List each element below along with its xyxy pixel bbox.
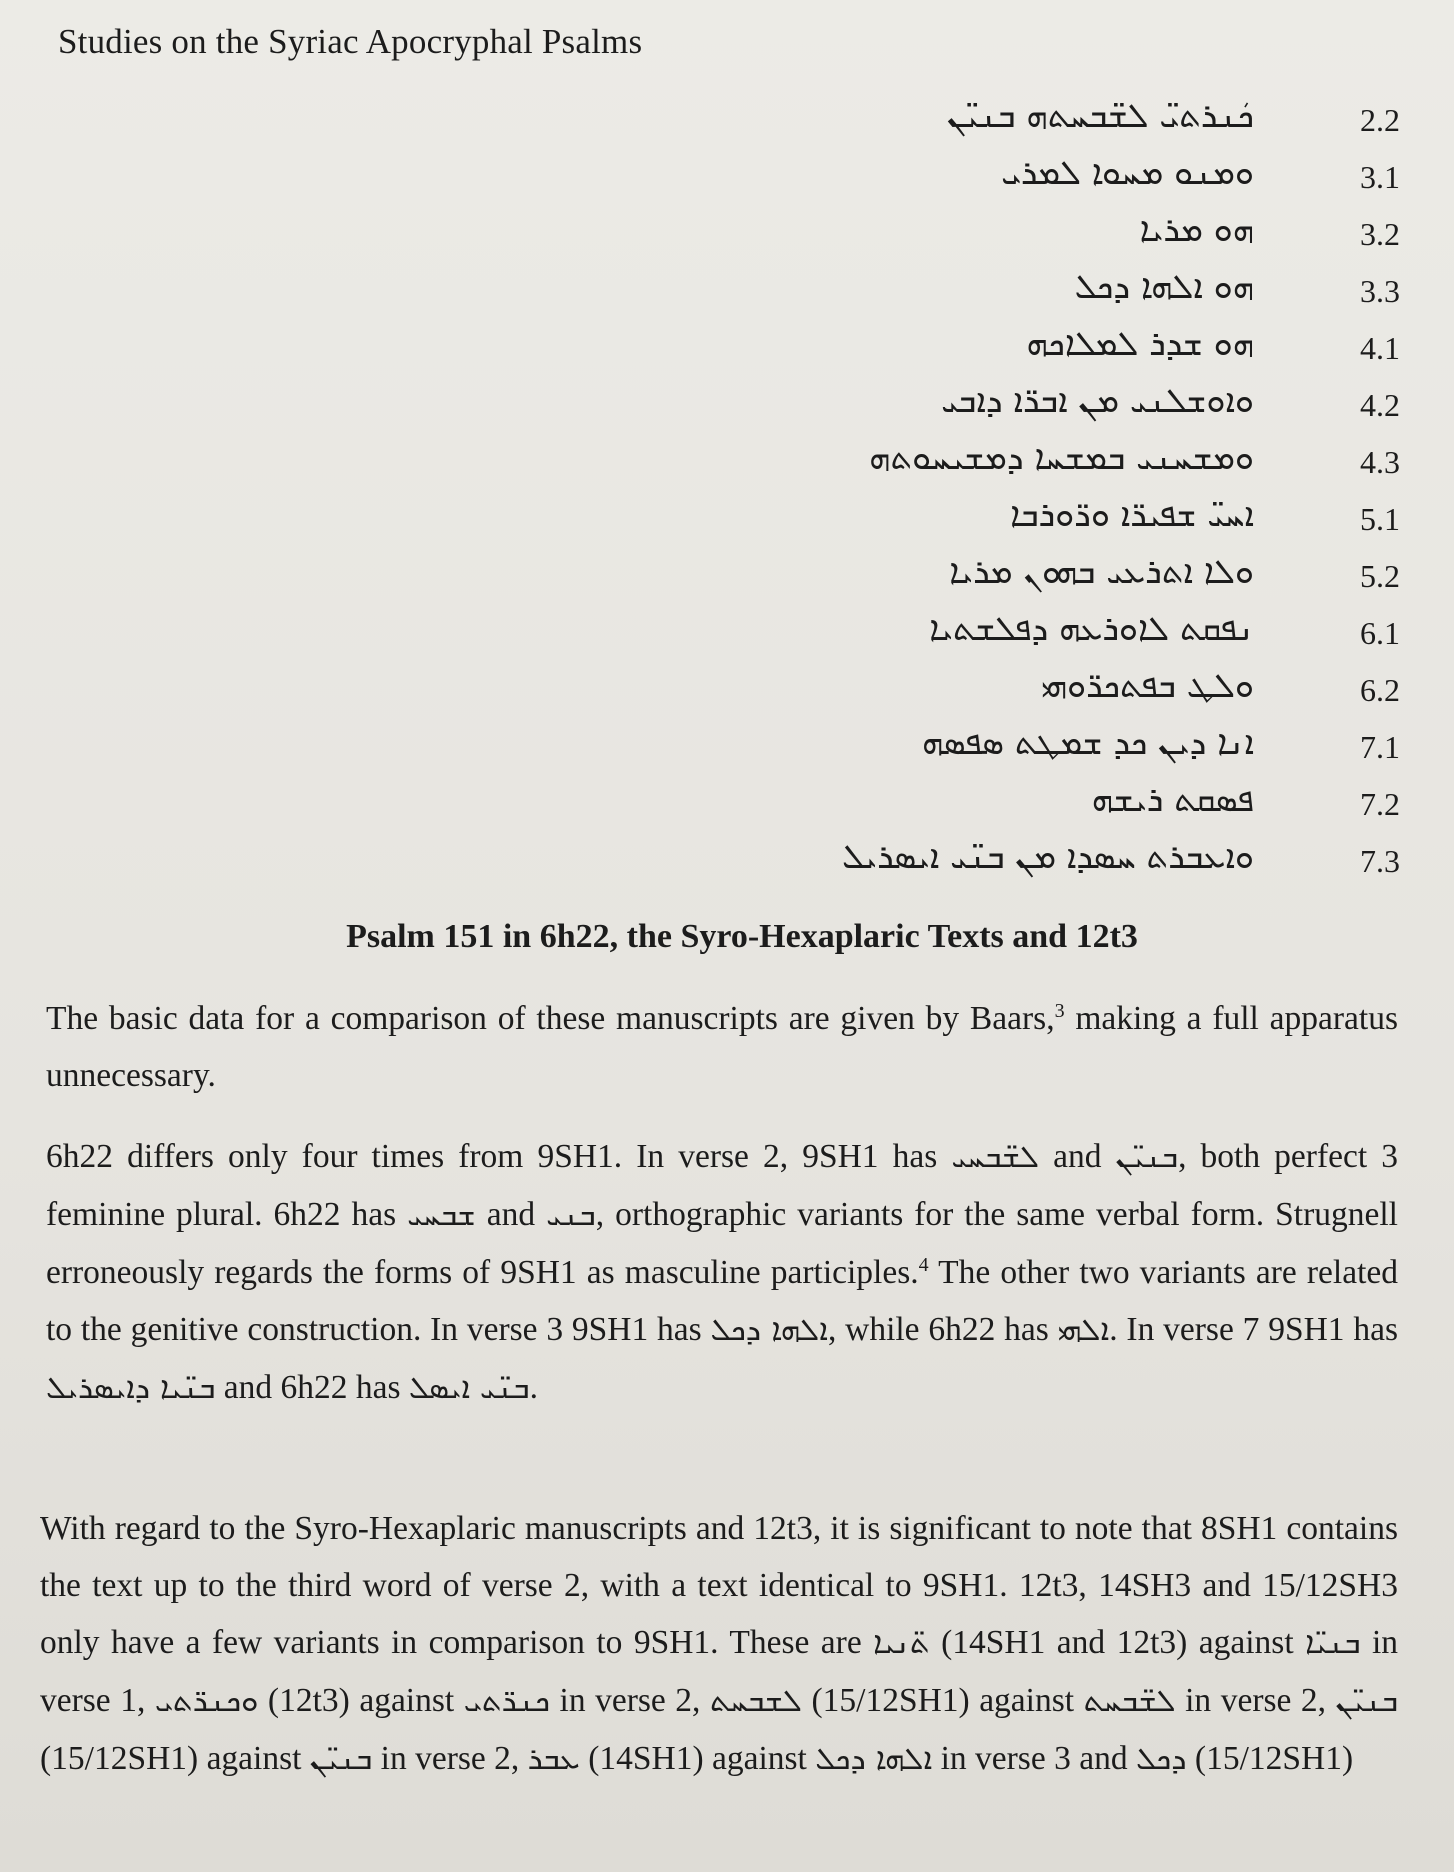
syriac-word: ܒܢܝ̈ܢ: [1335, 1683, 1398, 1719]
syriac-verse-text: ܗܘ ܐܠܗܐ ܕܟܠ: [1074, 267, 1254, 307]
syriac-verse-text: ܟܿܢܪܬܝ̈ ܠܫ̈ܒܚܬܗ ܒܢܝ̈ܢ: [947, 96, 1254, 136]
text-run: and: [1039, 1138, 1116, 1175]
verse-row: [0, 719, 1454, 776]
verse-row: [0, 491, 1454, 548]
text-run: and: [475, 1196, 547, 1233]
verse-number: 6.2: [1360, 672, 1400, 708]
syriac-verse-text: ܦܣܩܬ ܪܝܫܗ: [1091, 780, 1254, 820]
verse-row: [0, 263, 1454, 320]
verse-number: 4.3: [1360, 444, 1400, 480]
footnote-ref[interactable]: 4: [918, 1253, 929, 1276]
verse-number: 7.1: [1360, 729, 1400, 765]
text-run: in verse 2,: [550, 1682, 710, 1719]
verse-number: 6.1: [1360, 615, 1400, 651]
syriac-word: ܒܢܝ̈ܢ: [1115, 1139, 1179, 1175]
verse-row: [0, 776, 1454, 833]
text-run: (14SH1) against: [579, 1740, 816, 1777]
text-run: With regard to the Syro-Hexaplaric manuscripts and 12t3, it is significant to note that 8SH1 contains the text up to the third word of verse 2, with a text identical to 9SH1. 12t3, 14SH3 and 15/12SH3 only have a few variants in comparison to 9SH1. These are: [40, 1510, 1398, 1661]
syriac-verse-text: ܐܚܝ̈ ܫܦܝܪ̈ܐ ܘܪ̈ܘܪܒܐ: [1010, 495, 1254, 535]
verse-number: 3.2: [1360, 216, 1400, 252]
verse-row: [0, 605, 1454, 662]
verse-row: [0, 92, 1454, 149]
syriac-verse-text: ܢܦܩܬ ܠܐܘܪܥܗ ܕܦܠܫܬܝܐ: [929, 609, 1254, 649]
syriac-verse-text: ܘܠܛ ܒܦܬܟܪ̈ܘܗܝ: [1041, 666, 1254, 706]
syriac-verse-text: ܘܐܘܫܠܢܝ ܡܢ ܐܒܪ̈ܐ ܕܐܒܝ: [941, 381, 1254, 421]
syriac-verse-text: ܗܘ ܡܪܝܐ: [1139, 210, 1254, 250]
syriac-word: ܐܠܗܐ ܕܟܠ: [815, 1741, 933, 1777]
syriac-verse-text: ܘܠܐ ܐܬܪܥܝ ܒܗܘܢ ܡܪܝܐ: [949, 552, 1254, 592]
verse-number: 7.3: [1360, 843, 1400, 879]
syriac-word: ܐܠܗܝ: [1057, 1312, 1110, 1348]
syriac-word: ܒܢ̈ܝ ܐܝܣܠ: [408, 1370, 530, 1406]
syriac-word: ܠܫܒܚܬ: [709, 1683, 802, 1719]
text-run: The other two variants are related to the genitive construction. In verse 3 9SH1 has: [46, 1254, 1398, 1348]
text-run: (14SH1 and 12t3) against: [929, 1624, 1306, 1661]
verse-row: [0, 206, 1454, 263]
syriac-word: ܕܟܠ: [1135, 1741, 1187, 1777]
syriac-word: ܒܢܝ̈ܐ: [1305, 1625, 1361, 1661]
text-run: (12t3) against: [258, 1682, 464, 1719]
syriac-word: ܠܫ̈ܒܚܬ: [1083, 1683, 1176, 1719]
syriac-word: ܘܟܢܪ̈ܬܝ: [154, 1683, 259, 1719]
verse-row: [0, 377, 1454, 434]
section-heading: Psalm 151 in 6h22, the Syro-Hexaplaric Texts and 12t3: [346, 918, 1138, 955]
text-run: , orthographic variants for the same verbal form. Strugnell erroneously regards the forms of 9SH1 as masculine participles.: [46, 1196, 1398, 1291]
syriac-word: ܒܢ̈ܝܐ ܕܐܝܣܪܝܠ: [46, 1370, 216, 1406]
verse-number: 4.1: [1360, 330, 1400, 366]
text-run: . In verse 7 9SH1 has: [1109, 1311, 1398, 1348]
syriac-word: ܥܒܪ: [527, 1741, 580, 1777]
text-run: and 6h22 has: [215, 1369, 409, 1406]
syriac-verse-text: ܘܡܢܘ ܡܚܘܐ ܠܡܪܝ: [1001, 153, 1254, 193]
running-header: Studies on the Syriac Apocryphal Psalms: [58, 22, 643, 61]
paragraph-syro-hexaplaric: [40, 1500, 1398, 1788]
verse-number: 4.2: [1360, 387, 1400, 423]
text-run: (15/12SH1) against: [801, 1682, 1084, 1719]
text-run: , while 6h22 has: [827, 1311, 1058, 1348]
footnote-ref[interactable]: 3: [1054, 999, 1065, 1022]
text-run: in verse 2,: [372, 1740, 528, 1777]
verse-row: [0, 434, 1454, 491]
syriac-verse-list: [0, 92, 1454, 890]
verse-number: 5.1: [1360, 501, 1400, 537]
syriac-word: ܬ̈ܢܝܐ: [873, 1625, 930, 1661]
syriac-verse-text: ܘܐܥܒܪܬ ܚܣܕܐ ܡܢ ܒܢ̈ܝ ܐܝܣܪܝܠ: [841, 837, 1254, 877]
syriac-word: ܒܢܝ̈ܢ: [309, 1741, 373, 1777]
verse-row: [0, 833, 1454, 890]
text-run: in verse 2,: [1175, 1682, 1336, 1719]
syriac-word: ܫܒܚܝ: [407, 1197, 476, 1233]
text-run: in verse 1,: [40, 1624, 1399, 1719]
syriac-word: ܐܠܗܐ ܕܟܠ: [710, 1312, 828, 1348]
paragraph-variants-6h22: [46, 1128, 1398, 1417]
verse-row: [0, 149, 1454, 206]
text-run: , both perfect 3 feminine plural. 6h22 has: [46, 1138, 1398, 1233]
syriac-word: ܒܢܝ: [546, 1197, 596, 1233]
text-run: in verse 3 and: [932, 1740, 1136, 1777]
syriac-verse-text: ܗܘ ܫܕܪ ܠܡܠܐܟܗ: [1026, 324, 1254, 364]
text-run: (15/12SH1): [1186, 1740, 1354, 1777]
text-run: making a full apparatus unnecessary.: [46, 1000, 1398, 1094]
text-run: .: [529, 1369, 538, 1406]
verse-row: [0, 548, 1454, 605]
text-run: 6h22 differs only four times from 9SH1. In verse 2, 9SH1 has: [46, 1138, 952, 1175]
verse-row: [0, 662, 1454, 719]
verse-number: 2.2: [1360, 102, 1400, 138]
syriac-word: ܠܫ̈ܒܚܝ: [951, 1139, 1040, 1175]
verse-number: 7.2: [1360, 786, 1400, 822]
text-run: (15/12SH1) against: [40, 1740, 310, 1777]
verse-number: 5.2: [1360, 558, 1400, 594]
text-run: The basic data for a comparison of these manuscripts are given by Baars,: [46, 1000, 1055, 1037]
verse-row: [0, 320, 1454, 377]
syriac-verse-text: ܐܢܐ ܕܝܢ ܟܕ ܫܡܛܬ ܣܦܣܗ: [921, 723, 1254, 763]
verse-number: 3.1: [1360, 159, 1400, 195]
syriac-word: ܟܢܪ̈ܬܝ: [463, 1683, 550, 1719]
syriac-verse-text: ܘܡܫܚܢܝ ܒܡܫܚܐ ܕܡܫܝܚܘܬܗ: [869, 438, 1254, 478]
paragraph-intro: [46, 990, 1398, 1104]
verse-number: 3.3: [1360, 273, 1400, 309]
